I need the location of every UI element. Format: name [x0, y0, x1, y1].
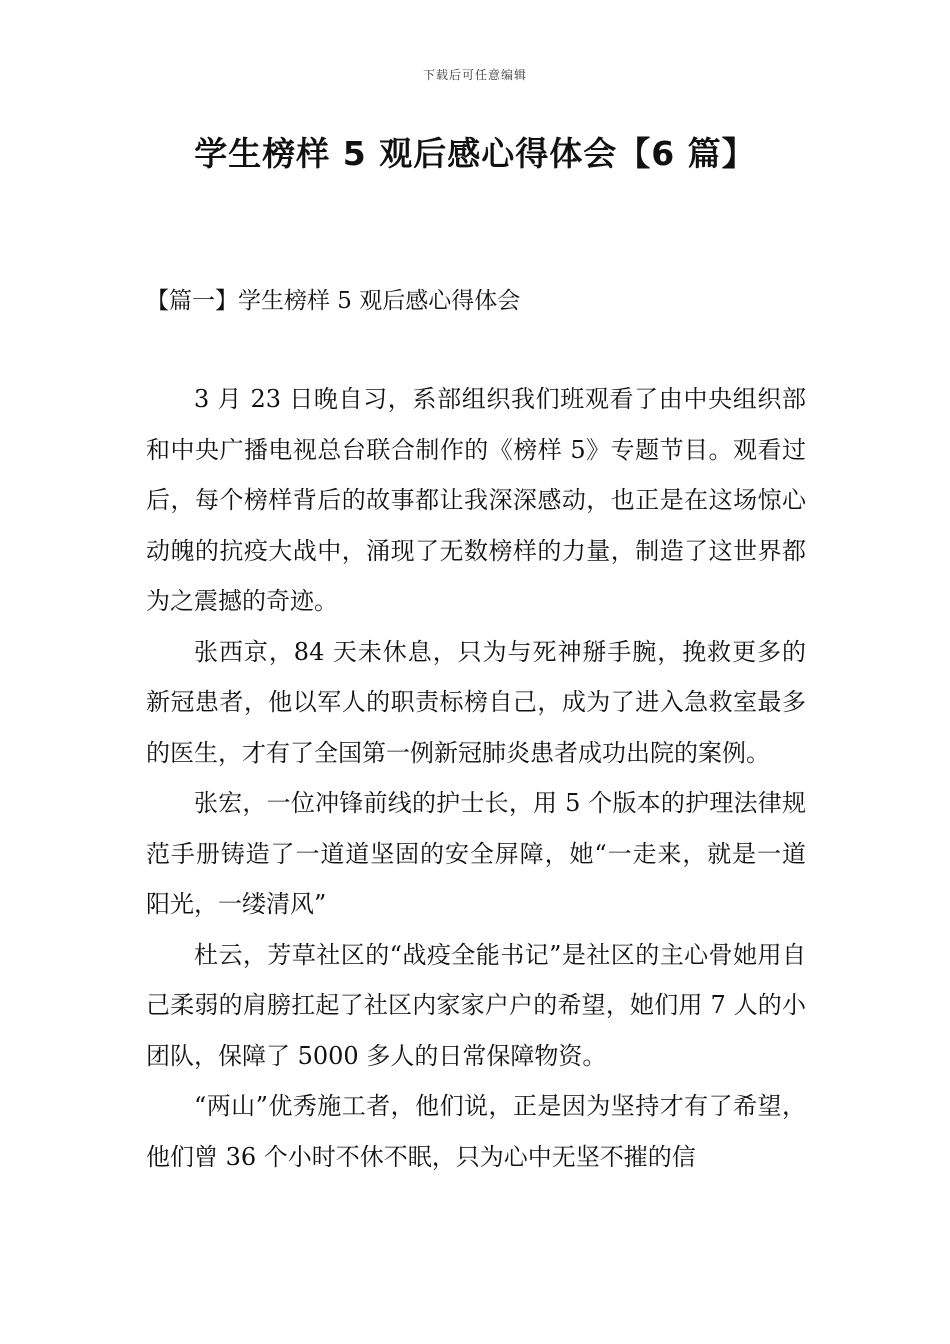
section-heading: 【篇一】学生榜样 5 观后感心得体会 [146, 288, 521, 314]
paragraph: “两山”优秀施工者，他们说，正是因为坚持才有了希望，他们曾 36 个小时不休不眠，只为心中无坚不摧的信 [146, 1092, 806, 1171]
document-title: 学生榜样 5 观后感心得体会【6 篇】 [194, 134, 756, 173]
document-body [146, 374, 806, 1182]
paragraph: 杜云，芳草社区的“战疫全能书记”是社区的主心骨她用自己柔弱的肩膀扛起了社区内家家户户的希望，她们用 7 人的小团队，保障了 5000 多人的日常保障物资。 [146, 940, 806, 1070]
paragraph: 张宏，一位冲锋前线的护士长，用 5 个版本的护理法律规范手册铸造了一道道坚固的安全屏障，她“一走来，就是一道阳光，一缕清风” [146, 789, 806, 918]
header-note: 下载后可任意编辑 [422, 68, 527, 82]
paragraph: 3 月 23 日晚自习，系部组织我们班观看了由中央组织部和中央广播电视总台联合制作的《榜样 5》专题节目。观看过后，每个榜样背后的故事都让我深深感动，也正是在这场惊心动魄的抗疫大战中，涌现了无数榜样的力量，制造了这世界都为之震撼的奇迹。 [146, 385, 806, 615]
paragraph: 张西京，84 天未休息，只为与死神掰手腕，挽救更多的新冠患者，他以军人的职责标榜自己，成为了进入急救室最多的医生，才有了全国第一例新冠肺炎患者成功出院的案例。 [146, 637, 806, 767]
